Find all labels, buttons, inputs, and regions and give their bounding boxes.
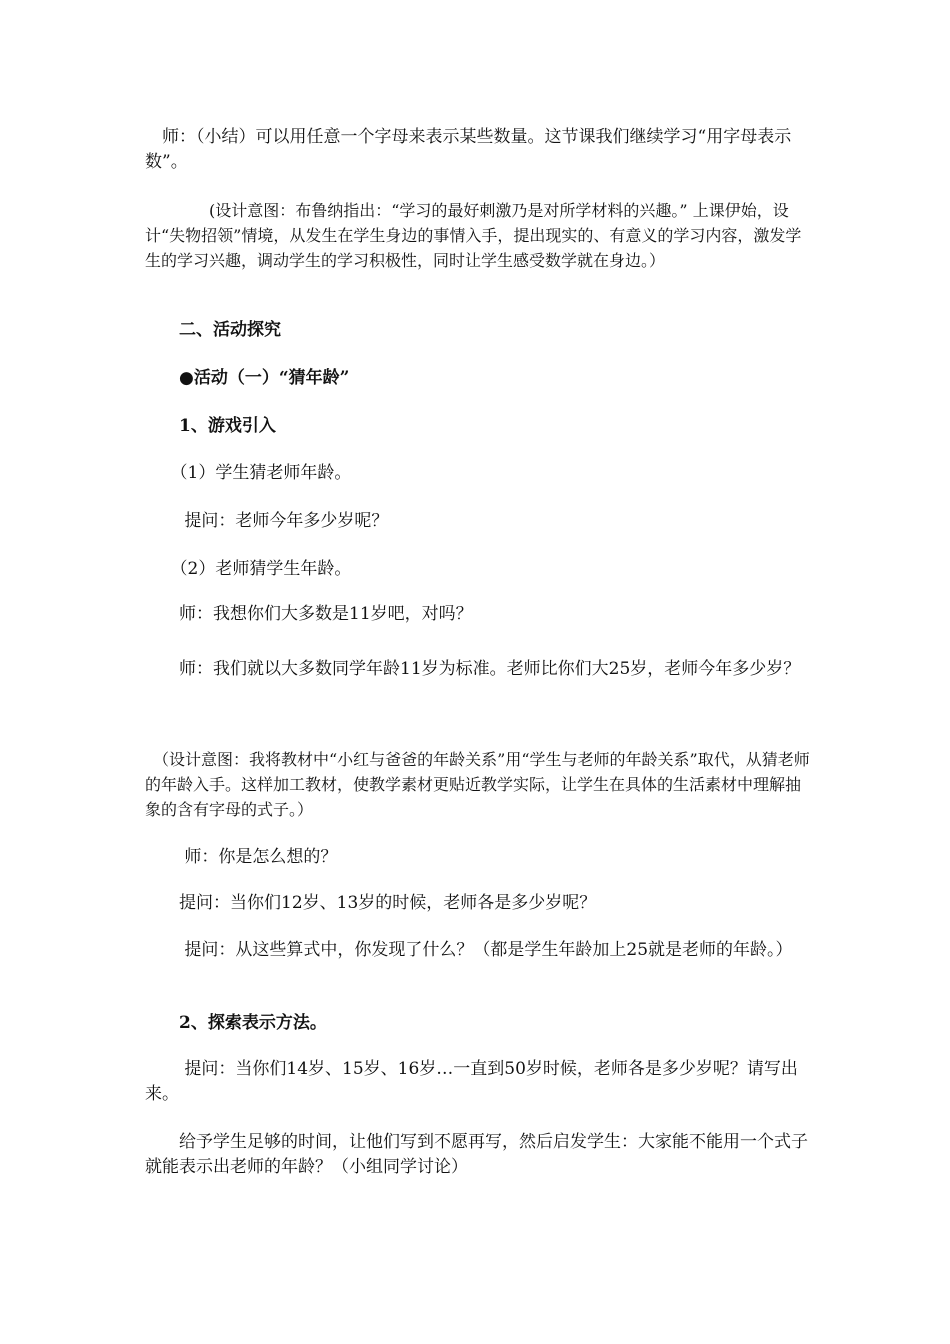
heading-explore-method: 2、探索表示方法。 bbox=[145, 1013, 327, 1033]
paragraph-give-time: 给予学生足够的时间，让他们写到不愿再写，然后启发学生：大家能不能用一个式子就能表示出老师的年龄？（小组同学讨论） bbox=[145, 1132, 808, 1177]
paragraph-teacher-guess: （2）老师猜学生年龄。 bbox=[145, 559, 352, 579]
paragraph-summary: 师：（小结）可以用任意一个字母来表示某些数量。这节课我们继续学习“用字母表示数”。 bbox=[145, 127, 792, 172]
paragraph-question-14-50: 提问：当你们14岁、15岁、16岁…一直到50岁时候，老师各是多少岁呢？请写出来。 bbox=[145, 1059, 798, 1104]
heading-activity-guess-age: ●活动（一）“猜年龄” bbox=[145, 368, 350, 388]
paragraph-teacher-11: 师：我想你们大多数是11岁吧，对吗？ bbox=[145, 604, 473, 624]
paragraph-question-12-13: 提问：当你们12岁、13岁的时候，老师各是多少岁呢？ bbox=[145, 893, 597, 913]
paragraph-design-intent-2: （设计意图：我将教材中“小红与爸爸的年龄关系”用“学生与老师的年龄关系”取代，从猜老师的年龄入手。这样加工教材，使教学素材更贴近教学实际，让学生在具体的生活素材中理解抽象的含有字母的式子。） bbox=[145, 750, 810, 819]
paragraph-question-discover: 提问：从这些算式中，你发现了什么？（都是学生年龄加上25就是老师的年龄。） bbox=[145, 940, 793, 960]
paragraph-teacher-25: 师：我们就以大多数同学年龄11岁为标准。老师比你们大25岁，老师今年多少岁？ bbox=[145, 659, 801, 679]
paragraph-design-intent-1: (设计意图：布鲁纳指出：“学习的最好刺激乃是对所学材料的兴趣。” 上课伊始，设计“失物招领”情境，从发生在学生身边的事情入手，提出现实的、有意义的学习内容，激发学生的学习兴趣，调动学生的学习积极性，同时让学生感受数学就在身边。） bbox=[145, 201, 802, 270]
heading-game-intro: 1、游戏引入 bbox=[145, 416, 276, 436]
heading-activity-explore: 二、活动探究 bbox=[145, 320, 281, 340]
paragraph-student-guess: （1）学生猜老师年龄。 bbox=[145, 463, 352, 483]
paragraph-how-think: 师：你是怎么想的？ bbox=[145, 847, 338, 867]
paragraph-question-teacher-age: 提问：老师今年多少岁呢？ bbox=[145, 511, 389, 531]
